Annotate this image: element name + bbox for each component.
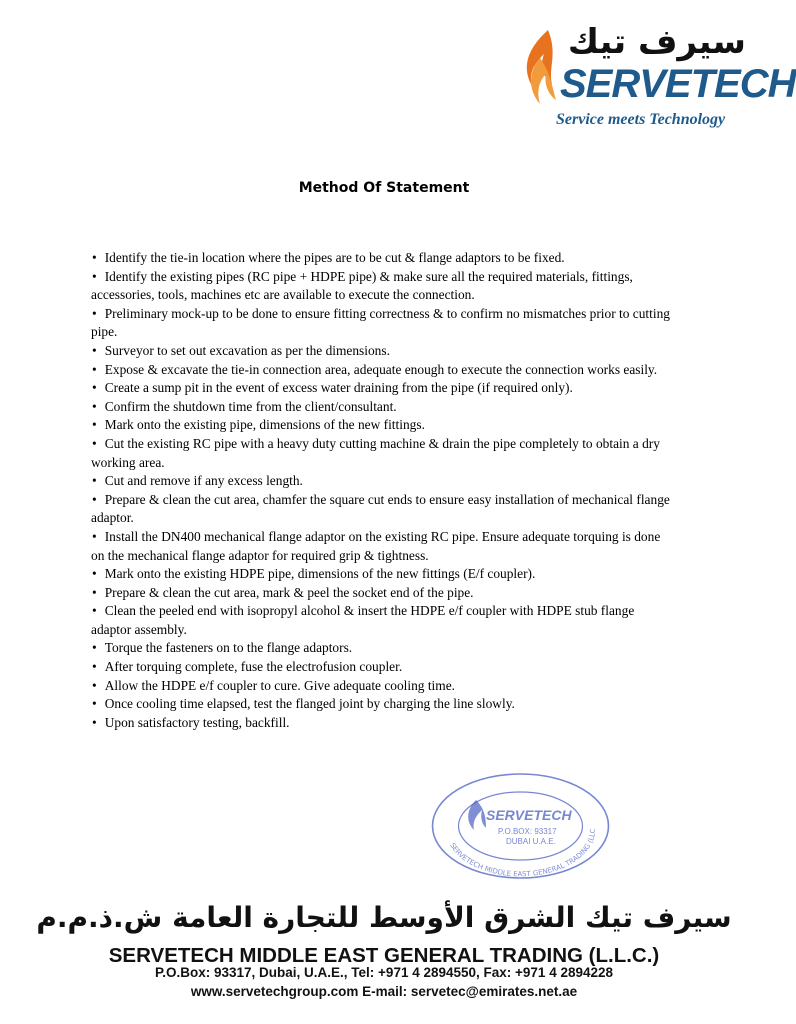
flame-icon xyxy=(518,28,562,108)
list-item: • After torquing complete, fuse the electrofusion coupler. xyxy=(91,658,671,677)
list-item: • Once cooling time elapsed, test the flanged joint by charging the line slowly. xyxy=(91,695,671,714)
list-item: • Surveyor to set out excavation as per the dimensions. xyxy=(91,342,671,361)
list-item: • Cut and remove if any excess length. xyxy=(91,472,671,491)
footer-company-name: SERVETECH MIDDLE EAST GENERAL TRADING (L.L.C.) xyxy=(108,944,660,967)
method-steps-list xyxy=(91,249,671,732)
list-item: • Clean the peeled end with isopropyl alcohol & insert the HDPE e/f coupler with HDPE stub flange adaptor assembly. xyxy=(91,602,671,639)
list-item: • Create a sump pit in the event of excess water draining from the pipe (if required only). xyxy=(91,379,671,398)
logo-tagline: Service meets Technology xyxy=(556,111,726,128)
list-item: • Identify the existing pipes (RC pipe + HDPE pipe) & make sure all the required materials, fittings, accessories, tools, machines etc are available to execute the connection. xyxy=(91,268,671,305)
stamp-ring-text: SERVETECH MIDDLE EAST GENERAL TRADING (LLC xyxy=(448,828,598,879)
list-item: • Confirm the shutdown time from the client/consultant. xyxy=(91,398,671,417)
list-item: • Torque the fasteners on to the flange adaptors. xyxy=(91,639,671,658)
list-item: • Upon satisfactory testing, backfill. xyxy=(91,714,671,733)
footer-arabic-name: سيرف تيك الشرق الأوسط للتجارة العامة ش.ذ.م.م xyxy=(36,901,732,934)
list-item: • Mark onto the existing HDPE pipe, dimensions of the new fittings (E/f coupler). xyxy=(91,565,671,584)
list-item: • Install the DN400 mechanical flange adaptor on the existing RC pipe. Ensure adequate torquing is done on the mechanical flange adaptor for required grip & tightness. xyxy=(91,528,671,565)
document-title: Method Of Statement xyxy=(298,180,470,196)
list-item: • Expose & excavate the tie-in connection area, adequate enough to execute the connection works easily. xyxy=(91,361,671,380)
stamp-flame-icon xyxy=(468,800,486,830)
footer-web-email: www.servetechgroup.com E-mail: servetec@emirates.net.ae xyxy=(190,984,578,999)
logo-arabic-text: سيرف تيك xyxy=(567,22,746,62)
company-stamp xyxy=(428,770,613,882)
list-item: • Prepare & clean the cut area, mark & peel the socket end of the pipe. xyxy=(91,584,671,603)
list-item: • Cut the existing RC pipe with a heavy duty cutting machine & drain the pipe completely to obtain a dry working area. xyxy=(91,435,671,472)
list-item: • Identify the tie-in location where the pipes are to be cut & flange adaptors to be fixed. xyxy=(91,249,671,268)
logo-wordmark: SERVETECH xyxy=(560,62,796,106)
list-item: • Preliminary mock-up to be done to ensure fitting correctness & to confirm no mismatches prior to cutting pipe. xyxy=(91,305,671,342)
list-item: • Mark onto the existing pipe, dimensions of the new fittings. xyxy=(91,416,671,435)
list-item: • Prepare & clean the cut area, chamfer the square cut ends to ensure easy installation of mechanical flange adaptor. xyxy=(91,491,671,528)
svg-text:SERVETECH MIDDLE EAST GENERAL xyxy=(428,770,597,878)
stamp-logo-text: SERVETECH xyxy=(486,807,572,823)
list-item: • Allow the HDPE e/f coupler to cure. Give adequate cooling time. xyxy=(91,677,671,696)
footer-contact: P.O.Box: 93317, Dubai, U.A.E., Tel: +971 4 2894550, Fax: +971 4 2894228 xyxy=(154,965,614,980)
stamp-pobox: P.O.BOX: 93317 xyxy=(498,827,557,836)
stamp-city: DUBAI U.A.E. xyxy=(506,837,556,846)
